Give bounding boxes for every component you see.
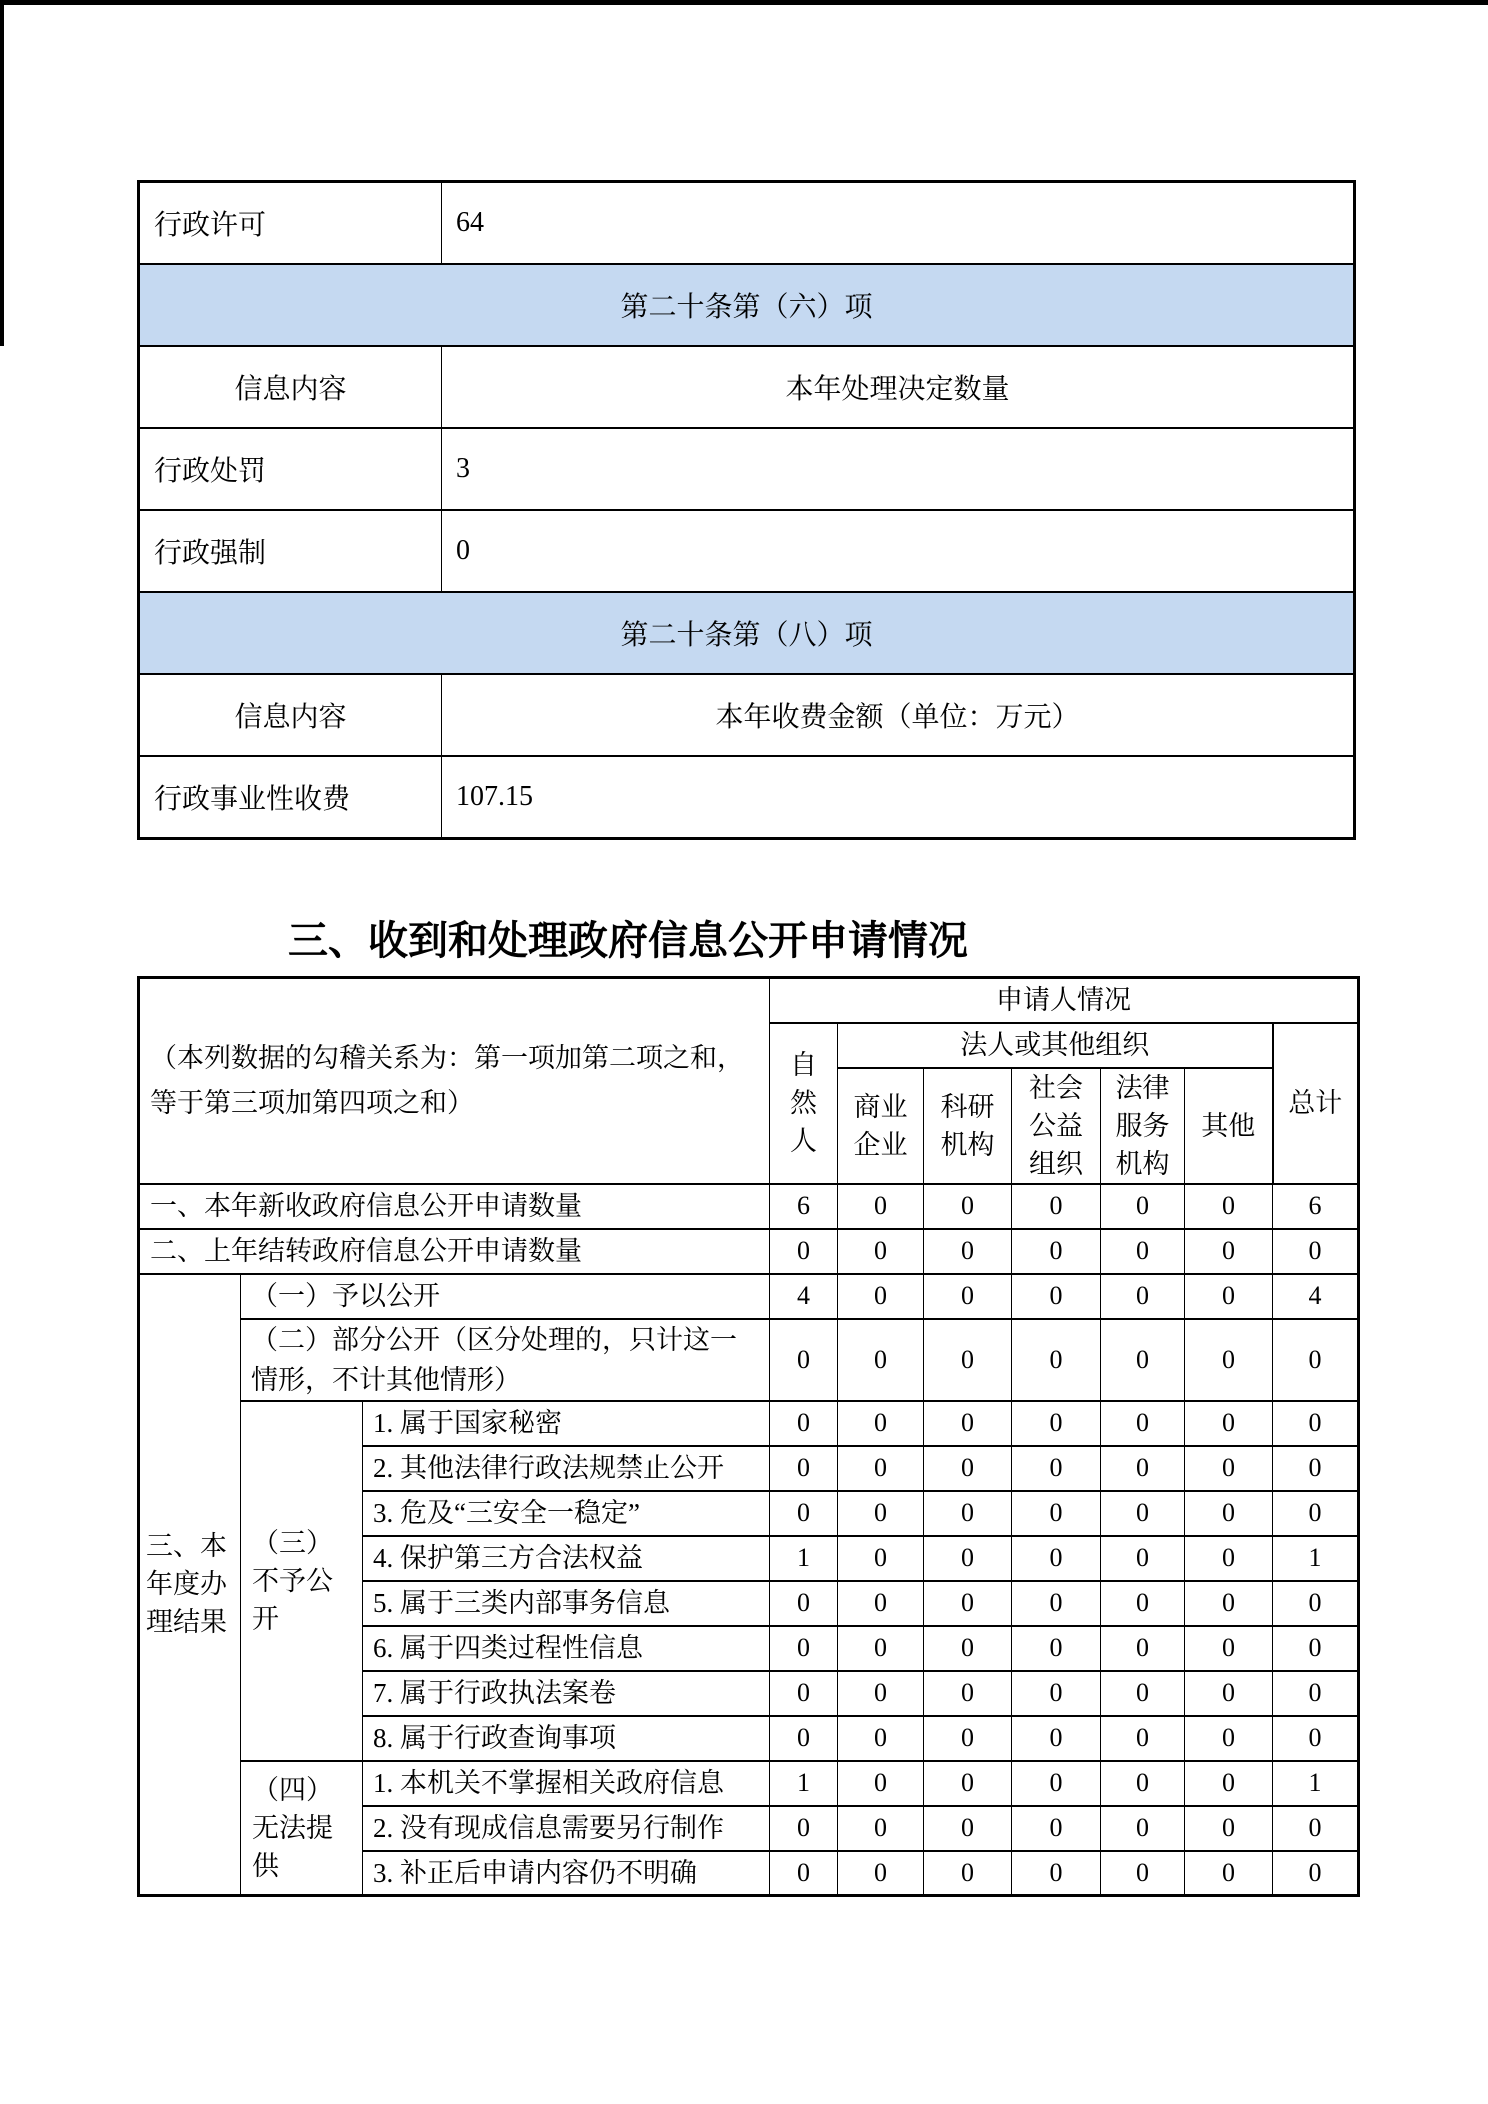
group-label-not-disclosed: （三）不予公开 (241, 1401, 363, 1761)
section-header-cell: 第二十条第（六）项 (139, 264, 1355, 346)
value-cell: 0 (1012, 1716, 1101, 1761)
row-label: 3. 补正后申请内容仍不明确 (363, 1851, 770, 1896)
row-label: （二）部分公开（区分处理的，只计这一情形，不计其他情形） (241, 1319, 770, 1401)
value-cell: 0 (924, 1229, 1012, 1274)
value-cell: 0 (838, 1851, 924, 1896)
org-type-header: 法律服务机构 (1101, 1068, 1185, 1184)
value-cell: 0 (770, 1491, 838, 1536)
value-cell: 0 (838, 1401, 924, 1446)
value-cell: 0 (1185, 1274, 1273, 1319)
value-cell: 0 (1185, 1761, 1273, 1806)
value-cell: 0 (838, 1761, 924, 1806)
row-label: 一、本年新收政府信息公开申请数量 (139, 1184, 770, 1229)
row-label-cell: 行政事业性收费 (139, 756, 442, 839)
value-cell: 0 (924, 1536, 1012, 1581)
value-cell: 0 (1012, 1536, 1101, 1581)
table-row (139, 1319, 1359, 1401)
value-cell: 0 (1273, 1446, 1359, 1491)
value-cell: 0 (838, 1274, 924, 1319)
value-cell: 0 (1101, 1229, 1185, 1274)
row-label-cell: 行政许可 (139, 182, 442, 265)
org-type-header: 社会公益组织 (1012, 1068, 1101, 1184)
section-title: 三、收到和处理政府信息公开申请情况 (288, 919, 968, 963)
page-left-edge-bar (0, 0, 4, 346)
value-cell: 0 (838, 1806, 924, 1851)
org-type-header: 科研机构 (924, 1068, 1012, 1184)
value-cell: 0 (1185, 1536, 1273, 1581)
row-value-cell: 107.15 (442, 756, 1355, 839)
value-cell: 0 (1101, 1806, 1185, 1851)
value-cell: 0 (1185, 1319, 1273, 1401)
row-label: 二、上年结转政府信息公开申请数量 (139, 1229, 770, 1274)
applications-table (137, 976, 1360, 1897)
row-label: 1. 属于国家秘密 (363, 1401, 770, 1446)
value-cell: 0 (1185, 1851, 1273, 1896)
value-cell: 0 (838, 1671, 924, 1716)
value-cell: 0 (838, 1626, 924, 1671)
value-cell: 0 (1101, 1581, 1185, 1626)
row-label-cell: 行政处罚 (139, 428, 442, 510)
value-cell: 0 (1101, 1446, 1185, 1491)
value-cell: 0 (924, 1851, 1012, 1896)
table-row (139, 592, 1355, 674)
value-cell: 0 (1273, 1851, 1359, 1896)
value-cell: 0 (1185, 1446, 1273, 1491)
table-row (139, 346, 1355, 428)
value-cell: 0 (1101, 1401, 1185, 1446)
value-cell: 0 (1273, 1401, 1359, 1446)
legal-org-header: 法人或其他组织 (838, 1023, 1273, 1068)
value-cell: 0 (770, 1671, 838, 1716)
table-row (139, 1184, 1359, 1229)
value-cell: 0 (1185, 1229, 1273, 1274)
total-header: 总计 (1273, 1023, 1359, 1184)
value-cell: 0 (770, 1319, 838, 1401)
table-row (139, 1229, 1359, 1274)
table-row (139, 428, 1355, 510)
value-cell: 0 (1273, 1581, 1359, 1626)
note-cell: （本列数据的勾稽关系为：第一项加第二项之和，等于第三项加第四项之和） (139, 978, 770, 1184)
value-cell: 0 (838, 1446, 924, 1491)
value-cell: 0 (1012, 1229, 1101, 1274)
value-cell: 0 (924, 1274, 1012, 1319)
value-cell: 0 (770, 1851, 838, 1896)
value-cell: 1 (1273, 1536, 1359, 1581)
value-cell: 0 (838, 1319, 924, 1401)
value-cell: 0 (1012, 1184, 1101, 1229)
value-cell: 4 (1273, 1274, 1359, 1319)
value-cell: 0 (924, 1319, 1012, 1401)
value-cell: 0 (838, 1536, 924, 1581)
value-cell: 0 (1185, 1806, 1273, 1851)
info-value-cell: 本年处理决定数量 (442, 346, 1355, 428)
value-cell: 0 (924, 1446, 1012, 1491)
value-cell: 0 (1101, 1319, 1185, 1401)
row-value-cell: 3 (442, 428, 1355, 510)
row-label: 6. 属于四类过程性信息 (363, 1626, 770, 1671)
value-cell: 0 (1012, 1581, 1101, 1626)
value-cell: 0 (838, 1491, 924, 1536)
value-cell: 0 (1185, 1671, 1273, 1716)
value-cell: 0 (1273, 1626, 1359, 1671)
value-cell: 0 (1101, 1671, 1185, 1716)
table-row (139, 1401, 1359, 1446)
table-row (139, 756, 1355, 839)
natural-person-header: 自然人 (770, 1023, 838, 1184)
table-row (139, 264, 1355, 346)
table-row (139, 1274, 1359, 1319)
info-label-cell: 信息内容 (139, 674, 442, 756)
value-cell: 0 (1273, 1491, 1359, 1536)
value-cell: 0 (1101, 1184, 1185, 1229)
row-label: 7. 属于行政执法案卷 (363, 1671, 770, 1716)
value-cell: 0 (1273, 1319, 1359, 1401)
group-label-annual-results: 三、本年度办理结果 (139, 1274, 241, 1896)
org-type-header: 商业企业 (838, 1068, 924, 1184)
value-cell: 0 (1012, 1761, 1101, 1806)
value-cell: 0 (1101, 1626, 1185, 1671)
value-cell: 0 (1273, 1716, 1359, 1761)
org-type-header: 其他 (1185, 1068, 1273, 1184)
value-cell: 0 (770, 1401, 838, 1446)
table-header-row (139, 978, 1359, 1023)
value-cell: 0 (1101, 1274, 1185, 1319)
value-cell: 0 (1101, 1536, 1185, 1581)
value-cell: 0 (1185, 1401, 1273, 1446)
page-top-edge-bar (0, 0, 1488, 5)
value-cell: 1 (770, 1761, 838, 1806)
value-cell: 0 (838, 1581, 924, 1626)
value-cell: 1 (1273, 1761, 1359, 1806)
table-row (139, 674, 1355, 756)
row-label: 5. 属于三类内部事务信息 (363, 1581, 770, 1626)
value-cell: 0 (1012, 1851, 1101, 1896)
value-cell: 0 (1012, 1671, 1101, 1716)
value-cell: 0 (924, 1626, 1012, 1671)
info-label-cell: 信息内容 (139, 346, 442, 428)
value-cell: 0 (1273, 1229, 1359, 1274)
value-cell: 0 (1185, 1626, 1273, 1671)
value-cell: 0 (1185, 1716, 1273, 1761)
value-cell: 0 (924, 1581, 1012, 1626)
value-cell: 0 (1012, 1319, 1101, 1401)
value-cell: 0 (770, 1581, 838, 1626)
row-label: 4. 保护第三方合法权益 (363, 1536, 770, 1581)
table-row (139, 510, 1355, 592)
value-cell: 0 (1273, 1806, 1359, 1851)
value-cell: 0 (1101, 1716, 1185, 1761)
value-cell: 0 (1012, 1806, 1101, 1851)
value-cell: 0 (1185, 1491, 1273, 1536)
row-label: 8. 属于行政查询事项 (363, 1716, 770, 1761)
row-label-cell: 行政强制 (139, 510, 442, 592)
value-cell: 6 (770, 1184, 838, 1229)
value-cell: 0 (770, 1806, 838, 1851)
value-cell: 0 (1012, 1446, 1101, 1491)
value-cell: 0 (1101, 1761, 1185, 1806)
value-cell: 1 (770, 1536, 838, 1581)
value-cell: 0 (770, 1229, 838, 1274)
value-cell: 0 (924, 1671, 1012, 1716)
value-cell: 0 (770, 1626, 838, 1671)
row-label: 2. 没有现成信息需要另行制作 (363, 1806, 770, 1851)
row-label: 3. 危及“三安全一稳定” (363, 1491, 770, 1536)
value-cell: 0 (1101, 1491, 1185, 1536)
value-cell: 0 (1273, 1671, 1359, 1716)
group-label-unable-provide: （四）无法提供 (241, 1761, 363, 1896)
value-cell: 0 (1012, 1491, 1101, 1536)
value-cell: 0 (924, 1184, 1012, 1229)
value-cell: 0 (770, 1446, 838, 1491)
value-cell: 0 (1101, 1851, 1185, 1896)
value-cell: 6 (1273, 1184, 1359, 1229)
value-cell: 0 (924, 1761, 1012, 1806)
value-cell: 0 (1012, 1626, 1101, 1671)
row-value-cell: 64 (442, 182, 1355, 265)
value-cell: 0 (924, 1401, 1012, 1446)
value-cell: 0 (1185, 1184, 1273, 1229)
value-cell: 4 (770, 1274, 838, 1319)
article20-statistics-table (137, 180, 1356, 840)
value-cell: 0 (838, 1716, 924, 1761)
value-cell: 0 (838, 1184, 924, 1229)
applicant-group-header: 申请人情况 (770, 978, 1359, 1023)
table-row (139, 182, 1355, 265)
value-cell: 0 (1185, 1581, 1273, 1626)
row-label: 2. 其他法律行政法规禁止公开 (363, 1446, 770, 1491)
value-cell: 0 (1012, 1401, 1101, 1446)
section-header-cell: 第二十条第（八）项 (139, 592, 1355, 674)
value-cell: 0 (924, 1491, 1012, 1536)
value-cell: 0 (924, 1716, 1012, 1761)
info-value-cell: 本年收费金额（单位：万元） (442, 674, 1355, 756)
row-label: （一）予以公开 (241, 1274, 770, 1319)
row-label: 1. 本机关不掌握相关政府信息 (363, 1761, 770, 1806)
row-value-cell: 0 (442, 510, 1355, 592)
value-cell: 0 (1012, 1274, 1101, 1319)
value-cell: 0 (924, 1806, 1012, 1851)
value-cell: 0 (838, 1229, 924, 1274)
table-row (139, 1761, 1359, 1806)
value-cell: 0 (770, 1716, 838, 1761)
